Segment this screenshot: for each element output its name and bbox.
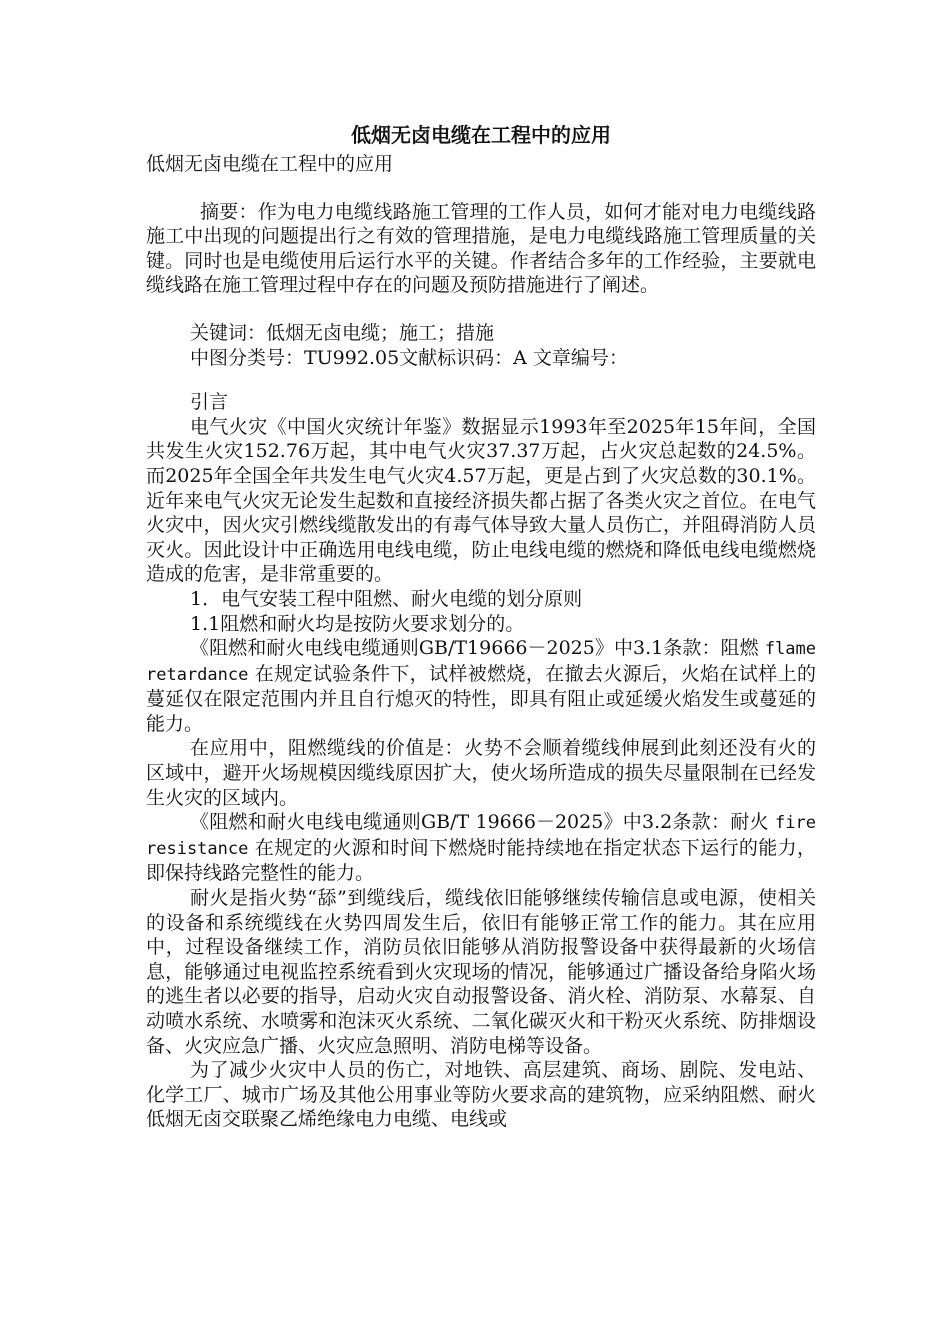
fire-resistance-paragraph [146, 810, 816, 886]
document-page [146, 118, 816, 1132]
fire-term-latin: fire resistance [146, 813, 816, 859]
section-heading-1-1: 1.1阻燃和耐火均是按防火要求划分的。 [190, 612, 525, 635]
document-subtitle: 低烟无卤电缆在工程中的应用 [146, 153, 394, 175]
classification-line: 中图分类号：TU992.05文献标识码：A 文章编号： [190, 346, 628, 369]
spacer [146, 177, 816, 200]
abstract-paragraph: 摘要：作为电力电缆线路施工管理的工作人员，如何才能对电力电缆线路施工中出现的问题提出行之有效的管理措施，是电力电缆线路施工管理质量的关键。同时也是电缆使用后运行水平的关键。作者结合多年的工作经验，主要就电缆线路在施工管理过程中存在的问题及预防措施进行了阐述。 [146, 200, 816, 297]
spacer [146, 370, 816, 390]
spacer [146, 298, 816, 321]
fire-text-a: 《阻燃和耐火电线电缆通则GB/T 19666－2025》中3.2条款：耐火 [190, 811, 776, 834]
fire-text-b: 在规定的火源和时间下燃烧时能持续地在指定状态下运行的能力，即保持线路完整性的能力。 [146, 836, 816, 885]
keywords-line: 关键词：低烟无卤电缆；施工；措施 [190, 321, 495, 344]
intro-paragraph: 电气火灾《中国火灾统计年鉴》数据显示1993年至2025年15年间，全国共发生火灾152.76万起，其中电气火灾37.37万起，占火灾总起数的24.5%。而2025年全国全年共发生电气火灾4.57万起，更是占到了火灾总数的30.1%。近年来电气火灾无论发生起数和直接经济损失都占据了各类火灾之首位。在电气火灾中，因火灾引燃线缆散发出的有毒气体导致大量人员伤亡，并阻碍消防人员灭火。因此设计中正确选用电线电缆，防止电线电缆的燃烧和降低电线电缆燃烧造成的危害，是非常重要的。 [146, 415, 816, 586]
flame-retardance-paragraph [146, 636, 816, 736]
flame-text-a: 《阻燃和耐火电线电缆通则GB/T19666－2025》中3.1条款：阻燃 [190, 637, 765, 660]
flame-term-latin: flame retardance [146, 639, 816, 685]
intro-heading: 引言 [190, 391, 229, 414]
document-title: 低烟无卤电缆在工程中的应用 [351, 123, 611, 147]
final-paragraph: 为了减少火灾中人员的伤亡，对地铁、高层建筑、商场、剧院、发电站、化学工厂、城市广场及其他公用事业等防火要求高的建筑物，应采纳阻燃、耐火低烟无卤交联聚乙烯绝缘电力电缆、电线或 [146, 1059, 816, 1131]
flame-value-paragraph: 在应用中，阻燃缆线的价值是：火势不会顺着缆线伸展到此刻还没有火的区域中，避开火场规模因缆线原因扩大，使火场所造成的损失尽量限制在已经发生火灾的区域内。 [146, 737, 816, 809]
flame-text-b: 在规定试验条件下，试样被燃烧，在撤去火源后，火焰在试样上的蔓延仅在限定范围内并且自行熄灭的特性，即具有阻止或延缓火焰发生或蔓延的能力。 [146, 662, 816, 735]
fire-value-paragraph: 耐火是指火势“舔”到缆线后，缆线依旧能够继续传输信息或电源，使相关的设备和系统缆线在火势四周发生后，依旧有能够正常工作的能力。其在应用中，过程设备继续工作，消防员依旧能够从消防报警设备中获得最新的火场信息，能够通过电视监控系统看到火灾现场的情况，能够通过广播设备给身陷火场的逃生者以必要的指导，启动火灾自动报警设备、消火栓、消防泵、水幕泵、自动喷水系统、水喷雾和泡沫灭火系统、二氧化碳灭火和干粉灭火系统、防排烟设备、火灾应急广播、火灾应急照明、消防电梯等设备。 [146, 887, 816, 1057]
section-heading-1: 1．电气安装工程中阻燃、耐火电缆的划分原则 [190, 587, 583, 610]
